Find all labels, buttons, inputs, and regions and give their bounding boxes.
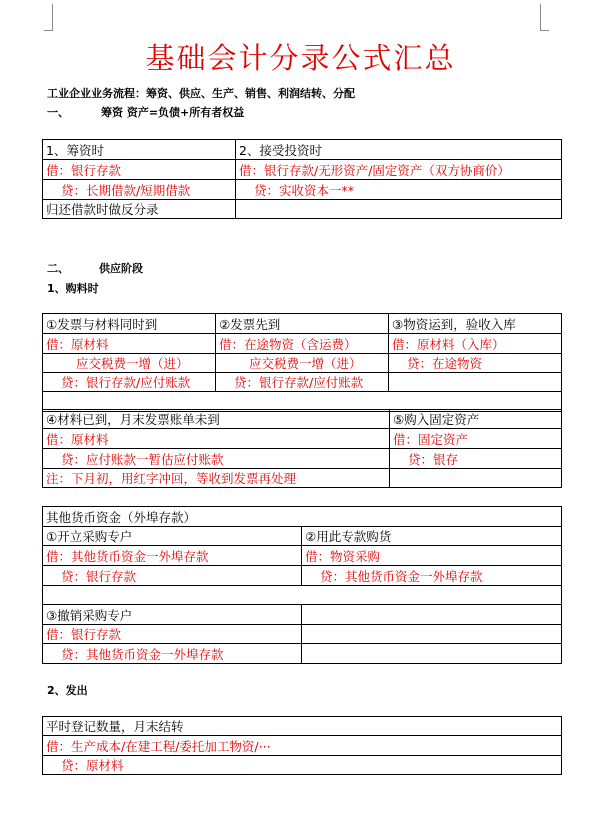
cell-entry: 贷：实收资本一** xyxy=(236,180,562,200)
section-1-heading: 筹资 资产=负债+所有者权益 xyxy=(101,106,245,119)
cell-empty xyxy=(389,373,562,392)
cell-entry: 贷：在途物资 xyxy=(389,354,562,373)
section-2-number: 二、 xyxy=(47,262,69,275)
cell-header: ①开立采购专户 xyxy=(43,527,302,546)
cell-header: ⑤购入固定资产 xyxy=(390,410,562,429)
subsection-issue: 2、发出 xyxy=(47,684,88,697)
section-1-number: 一、 xyxy=(47,106,69,119)
page-corner-mark-right xyxy=(540,4,549,31)
cell-entry: 应交税费一增（进） xyxy=(216,354,389,373)
cell-entry: 贷：银行存款/应付账款 xyxy=(43,373,216,392)
cell-entry: 贷：银行存款 xyxy=(43,566,302,586)
subsection-purchase: 1、购料时 xyxy=(47,282,99,295)
cell-entry: 借：生产成本/在建工程/委托加工物资/··· xyxy=(43,736,562,756)
cell-entry: 借：银行存款 xyxy=(43,625,302,644)
cell-entry: 借：物资采购 xyxy=(302,546,562,566)
cell-header: ①发票与材料同时到 xyxy=(43,314,216,334)
document-title: 基础会计分录公式汇总 xyxy=(145,41,456,75)
cell-entry: 借：原材料 xyxy=(43,429,390,449)
cell-empty xyxy=(302,644,562,664)
cell-entry: 借：原材料（入库） xyxy=(389,334,562,354)
cell-empty xyxy=(302,605,562,625)
cell-header: 平时登记数量，月末结转 xyxy=(43,717,562,736)
cell-header: ③撤销采购专户 xyxy=(43,605,302,625)
cell-entry: 借：固定资产 xyxy=(390,429,562,449)
cell-entry: 贷：其他货币资金一外埠存款 xyxy=(43,644,302,664)
cell-note: 注：下月初，用红字冲回，等收到发票再处理 xyxy=(43,469,390,488)
cell-note: 归还借款时做反分录 xyxy=(43,200,236,219)
cell-header: ②发票先到 xyxy=(216,314,389,334)
table-estimate-fixed-assets xyxy=(42,409,562,488)
table-purchase xyxy=(42,313,562,412)
cell-entry: 贷：应付账款一暂估应付账款 xyxy=(43,449,390,469)
table-other-monetary-funds xyxy=(42,506,562,664)
cell-entry: 借：银行存款/无形资产/固定资产（双方协商价） xyxy=(236,160,562,180)
cell-entry: 借：银行存款 xyxy=(43,160,236,180)
cell-entry: 借：其他货币资金一外埠存款 xyxy=(43,546,302,566)
cell-empty xyxy=(43,586,562,605)
cell-header: ③物资运到，验收入库 xyxy=(389,314,562,334)
cell-empty xyxy=(390,469,562,488)
cell-financing-header: 1、筹资时 xyxy=(43,140,236,160)
process-line: 工业企业业务流程：筹资、供应、生产、销售、利润结转、分配 xyxy=(47,87,355,100)
page-corner-mark-left xyxy=(44,4,53,31)
cell-entry: 贷：银存 xyxy=(390,449,562,469)
cell-header: ④材料已到，月末发票账单未到 xyxy=(43,410,390,429)
cell-entry: 借：原材料 xyxy=(43,334,216,354)
cell-entry: 贷：其他货币资金一外埠存款 xyxy=(302,566,562,586)
table-financing xyxy=(42,139,562,219)
cell-table-title: 其他货币资金（外埠存款） xyxy=(43,507,562,527)
cell-entry: 贷：银行存款/应付账款 xyxy=(216,373,389,392)
section-2-heading: 供应阶段 xyxy=(99,262,143,275)
cell-entry: 贷：长期借款/短期借款 xyxy=(43,180,236,200)
cell-entry: 贷：原材料 xyxy=(43,756,562,775)
cell-empty xyxy=(236,200,562,219)
cell-entry: 借：在途物资（含运费） xyxy=(216,334,389,354)
table-issue xyxy=(42,716,562,775)
cell-empty xyxy=(302,625,562,644)
cell-header: ②用此专款购货 xyxy=(302,527,562,546)
cell-investment-header: 2、接受投资时 xyxy=(236,140,562,160)
cell-entry: 应交税费一增（进） xyxy=(43,354,216,373)
